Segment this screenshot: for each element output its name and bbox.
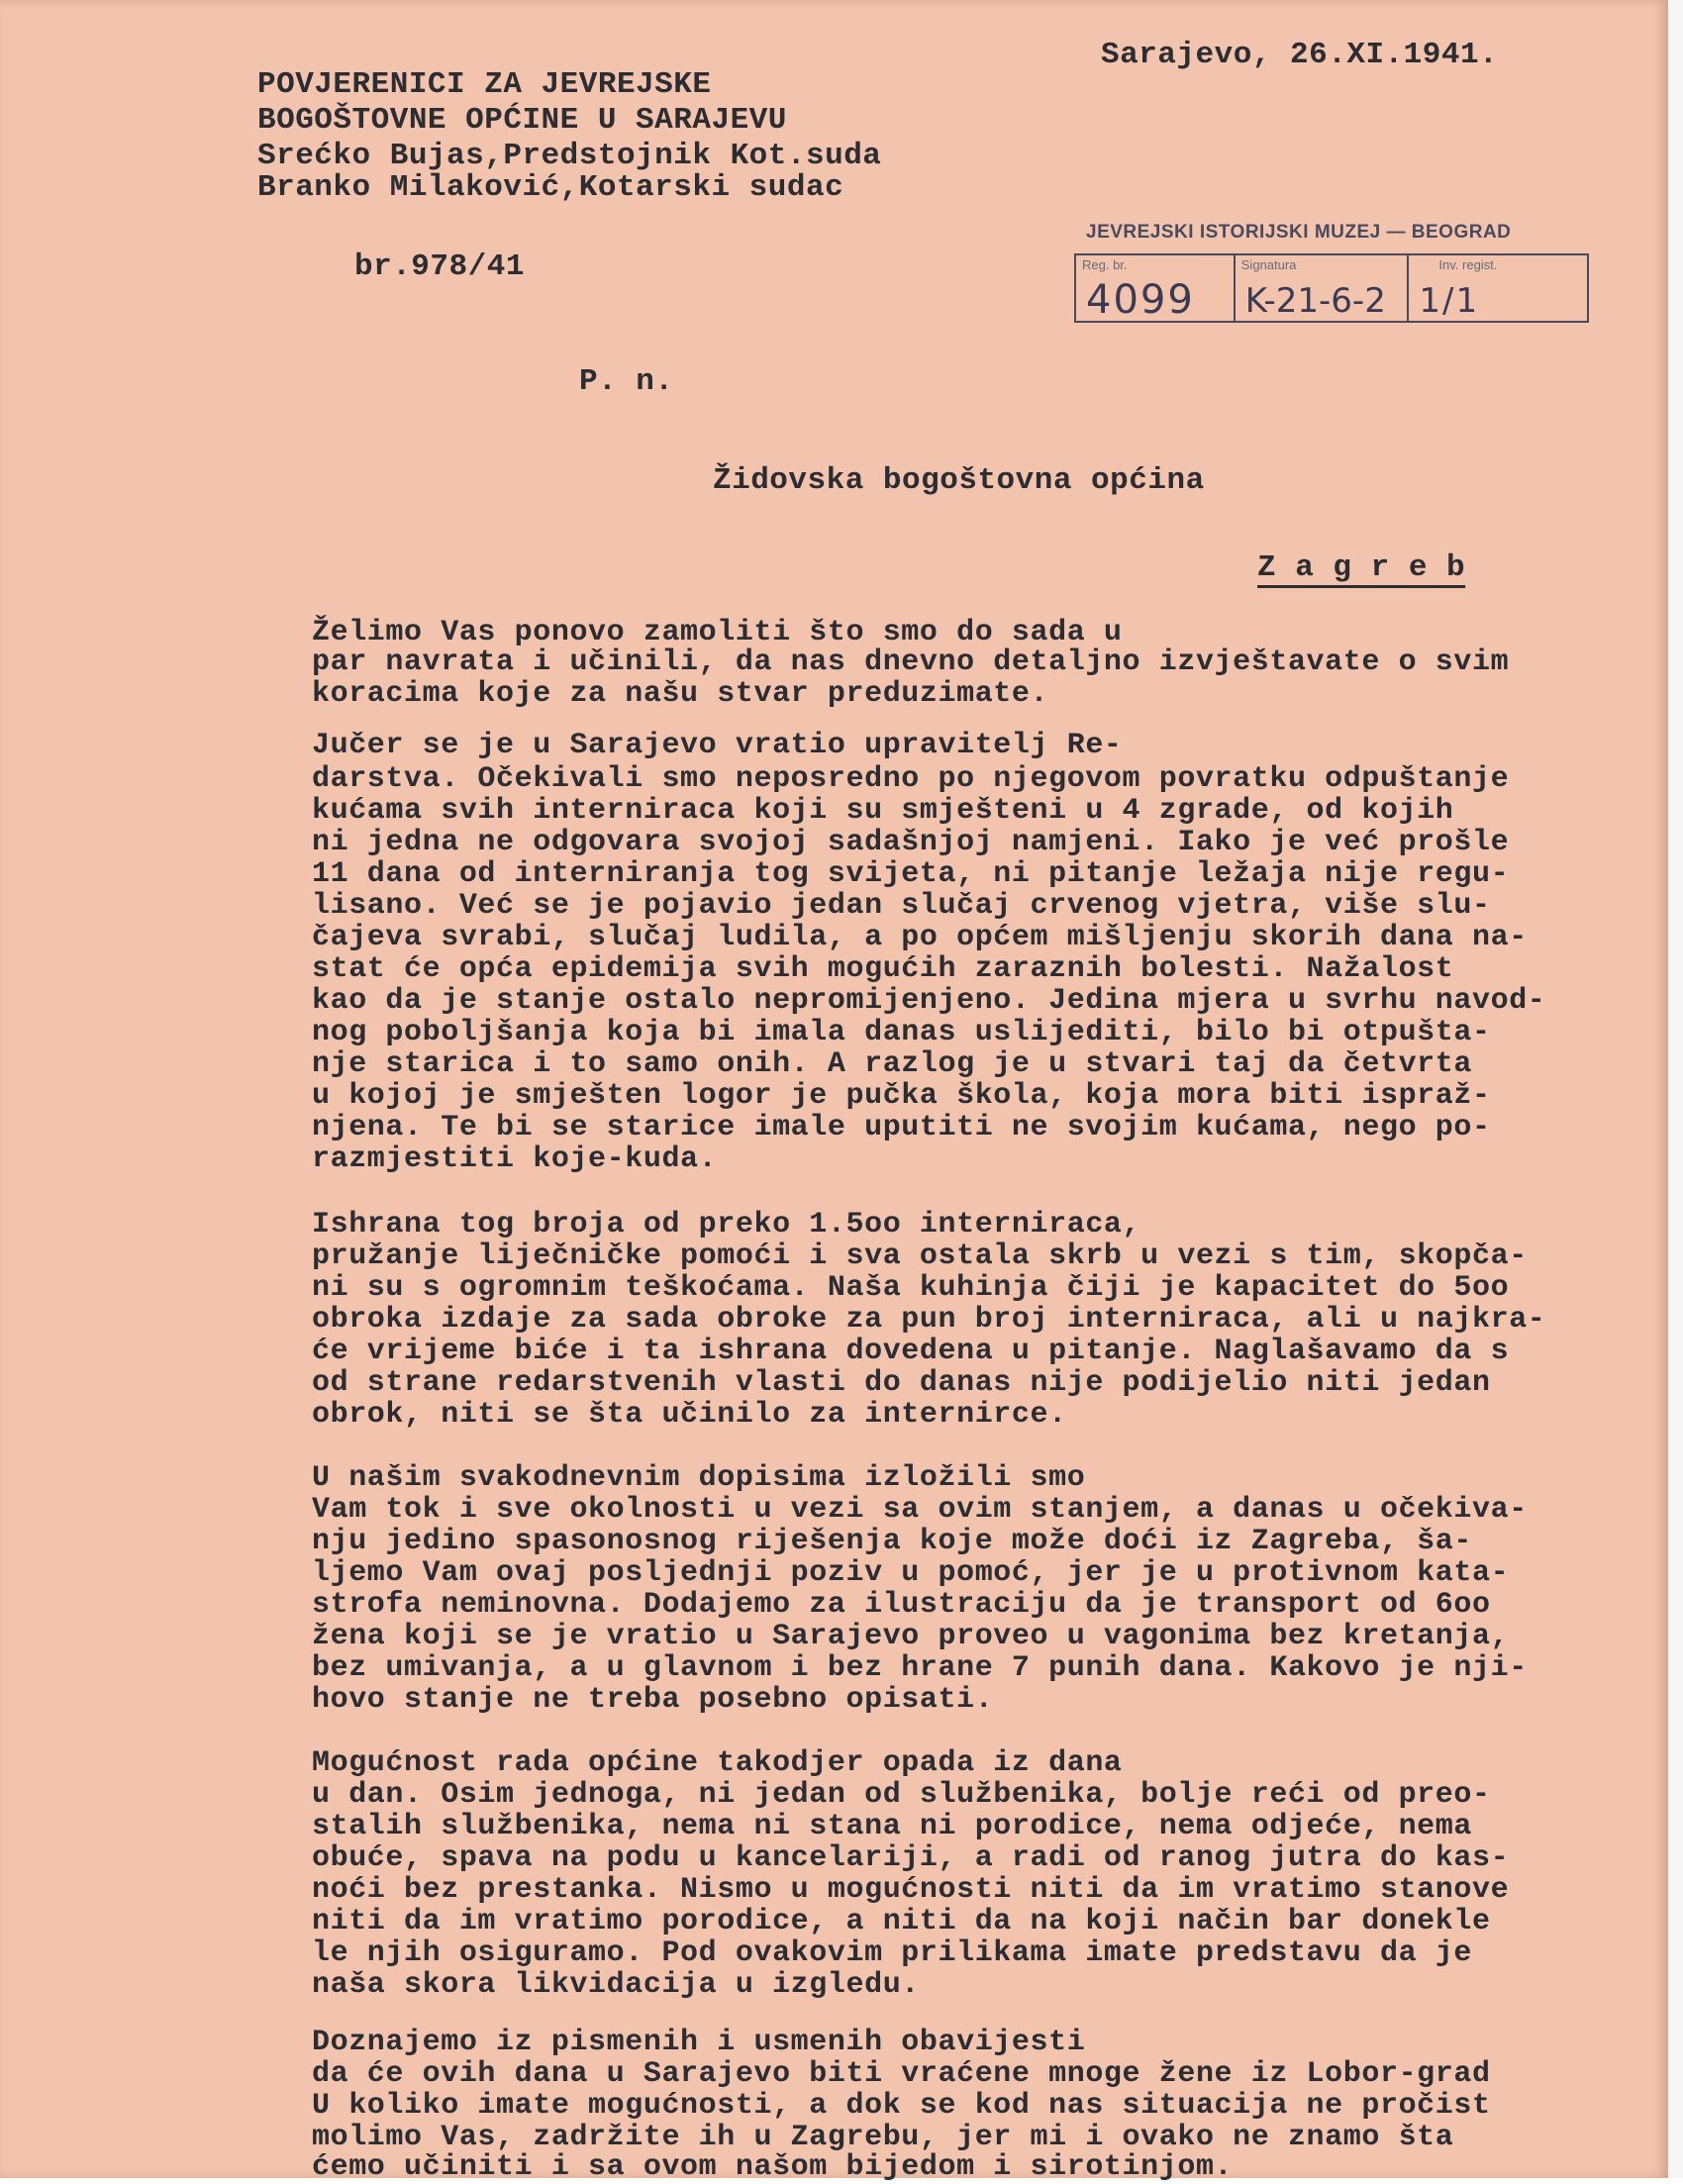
- body-line: stalih službenika, nema ni stana ni porodice, nema odjeće, nema: [312, 1810, 1472, 1843]
- recipient-city: Z a g r e b: [1257, 550, 1466, 585]
- stamp-sig-value: K-21-6-2: [1244, 281, 1386, 321]
- body-line: kao da je stanje ostalo nepromijenjeno. Jedina mjera u svrhu navod-: [312, 984, 1546, 1018]
- stamp-reg-label: Reg. br.: [1082, 257, 1128, 272]
- body-line: od strane redarstvenih vlasti do danas nije podijelio niti jedan: [312, 1366, 1491, 1400]
- museum-stamp: [1074, 218, 1594, 332]
- salutation: P. n.: [579, 364, 674, 399]
- body-line: lisano. Već se je pojavio jedan slučaj crvenog vjetra, više slu-: [312, 889, 1491, 923]
- stamp-cell-reg: [1076, 255, 1236, 321]
- body-line: u kojoj je smješten logor je pučka škola, koja mora biti isprаž-: [312, 1079, 1491, 1113]
- body-line: Vam tok i sve okolnosti u vezi sa ovim stanjem, a danas u očekiva-: [312, 1493, 1528, 1527]
- body-line: ni su s ogromnim teškoćama. Naša kuhinja čiji je kapacitet do 5oo: [312, 1271, 1510, 1305]
- body-line: noći bez prestanka. Nismo u mogućnosti niti da im vratimo stanove: [312, 1873, 1510, 1907]
- body-line: kućama svih interniraca koji su smješteni u 4 zgrade, od kojih: [312, 794, 1454, 828]
- body-line: le njih osiguramo. Pod ovakovim prilikama imate predstavu da je: [312, 1936, 1472, 1970]
- body-line: obrok, niti se šta učinilo za internirce.: [312, 1398, 1067, 1432]
- stamp-sig-label: Signatura: [1240, 257, 1297, 272]
- body-line: obroka izdaje za sada obroke za pun broj interniraca, ali u najkra-: [312, 1303, 1546, 1337]
- stamp-cell-inv: [1409, 255, 1587, 321]
- body-line: Doznajemo iz pismenih i usmenih obavijesti: [312, 2026, 1086, 2059]
- body-line: nje starica i to samo onih. A razlog je u stvari taj da četvrta: [312, 1047, 1472, 1081]
- body-line: koracima koje za našu stvar preduzimate.: [312, 677, 1049, 711]
- stamp-inv-label: Inv. regist.: [1438, 257, 1498, 272]
- body-line: 11 dana od interniranja tog svijeta, ni pitanje ležaja nije regu-: [312, 857, 1510, 891]
- body-line: čajeva svrabi, slučaj ludila, a po općem mišljenju skorih dana na-: [312, 921, 1528, 954]
- body-line: njena. Te bi se starice imale uputiti ne svojim kućama, nego po-: [312, 1111, 1491, 1144]
- body-line: pružanje liječničke pomoći i sva ostala skrb u vezi s tim, skopča-: [312, 1240, 1528, 1273]
- reference-number: br.978/41: [354, 249, 525, 284]
- place-date: Sarajevo, 26.XI.1941.: [1101, 38, 1499, 72]
- recipient: Židovska bogoštovna općina: [713, 463, 1205, 498]
- sender-line: Srećko Bujas,Predstojnik Kot.suda: [257, 139, 882, 173]
- page-edge: [1668, 0, 1683, 2178]
- body-line: obuće, spava na podu u kancelariji, a radi od ranog jutra do kas-: [312, 1841, 1510, 1875]
- sender-line: Branko Milaković,Kotarski sudac: [257, 170, 844, 205]
- stamp-cell-sig: [1236, 255, 1410, 321]
- body-line: hovo stanje ne treba posebno opisati.: [312, 1683, 994, 1717]
- stamp-inv-value: 1/1: [1419, 281, 1480, 321]
- body-line: bez umivanja, a u glavnom i bez hrane 7 punih dana. Kakovo je nji-: [312, 1651, 1528, 1685]
- body-line: ćemo učiniti i sa ovom našom bijedom i sirotinjom.: [312, 2150, 1234, 2184]
- body-line: Mogućnost rada općine takodjer opada iz dana: [312, 1746, 1123, 1780]
- body-line: naša skora likvidacija u izgledu.: [312, 1968, 920, 2002]
- body-line: nog poboljšanja koja bi imala danas uslijediti, bilo bi otpušta-: [312, 1016, 1491, 1049]
- body-line: će vrijeme biće i ta ishrana dovedena u pitanje. Naglašavamo da s: [312, 1335, 1510, 1368]
- sender-line: BOGOŠTOVNE OPĆINE U SARAJEVU: [257, 103, 787, 138]
- body-line: niti da im vratimo porodice, a niti da na koji način bar donekle: [312, 1905, 1491, 1938]
- body-line: razmjestiti koje-kuda.: [312, 1142, 718, 1176]
- body-line: stat će opća epidemija svih mogućih zaraznih bolesti. Nažalost: [312, 952, 1454, 986]
- stamp-box: [1074, 253, 1589, 323]
- body-line: U koliko imate mogućnosti, a dok se kod nas situacija ne pročist: [312, 2089, 1491, 2123]
- body-line: U našim svakodnevnim dopisima izložili smo: [312, 1461, 1086, 1495]
- body-line: Jučer se je u Sarajevo vratio upravitelj Re-: [312, 729, 1123, 762]
- stamp-reg-value: 4099: [1086, 277, 1195, 323]
- body-line: nju jedino spasonosnog riješenja koje može doći iz Zagreba, ša-: [312, 1525, 1472, 1558]
- stamp-title: JEVREJSKI ISTORIJSKI MUZEJ — BEOGRAD: [1086, 222, 1512, 243]
- body-line: u dan. Osim jednoga, ni jedan od službenika, bolje reći od preo-: [312, 1778, 1491, 1812]
- body-line: ljemo Vam ovaj posljednji poziv u pomoć, jer je u protivnom kata-: [312, 1556, 1510, 1590]
- body-line: ni jedna ne odgovara svojoj sadašnjoj namjeni. Iako je već prošle: [312, 826, 1510, 859]
- body-line: molimo Vas, zadržite ih u Zagrebu, jer mi i ovako ne znamo šta: [312, 2121, 1454, 2154]
- body-line: strofa neminovna. Dodajemo za ilustraciju da je transport od 6oo: [312, 1588, 1491, 1622]
- body-line: par navrata i učinili, da nas dnevno detaljno izvještavate o svim: [312, 645, 1510, 679]
- body-line: da će ovih dana u Sarajevo biti vraćene mnoge žene iz Lobor-grad: [312, 2057, 1491, 2091]
- body-line: Želimo Vas ponovo zamoliti što smo do sada u: [312, 616, 1123, 649]
- sender-line: POVJERENICI ZA JEVREJSKE: [257, 67, 712, 102]
- body-line: darstva. Očekivali smo neposredno po njegovom povratku odpuštanje: [312, 762, 1510, 796]
- body-line: žena koji se je vratio u Sarajevo proveo u vagonima bez kretanja,: [312, 1620, 1510, 1653]
- body-line: Ishrana tog broja od preko 1.5oo interniraca,: [312, 1208, 1141, 1241]
